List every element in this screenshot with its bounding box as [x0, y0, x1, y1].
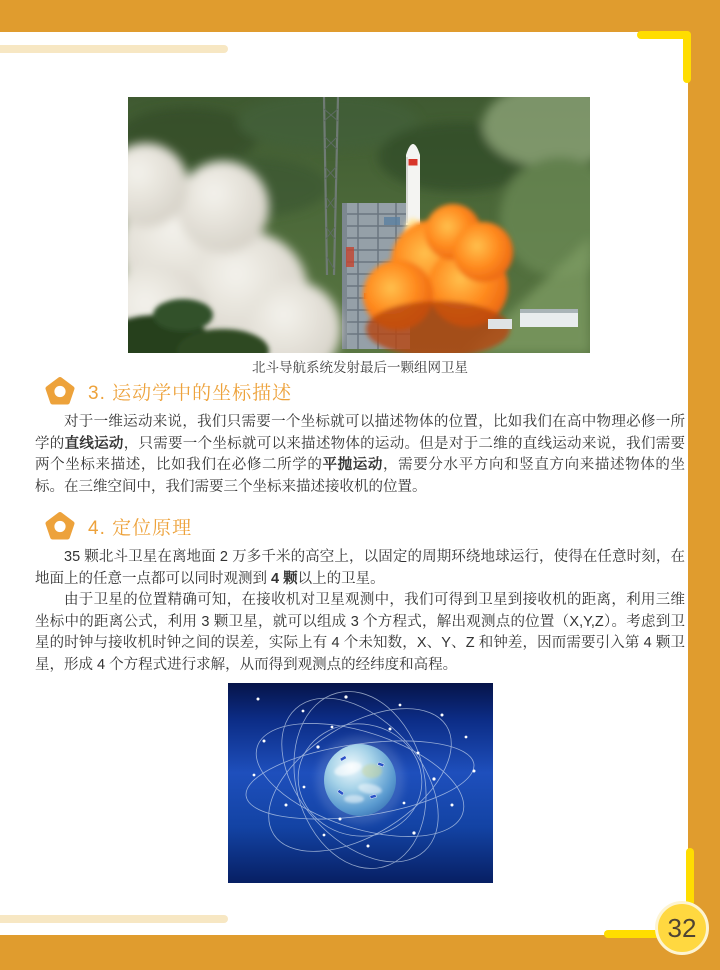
page-number-badge [655, 901, 709, 955]
rocket-launch-illustration [128, 97, 590, 353]
rocket-launch-photo [128, 97, 590, 353]
photo-caption: 北斗导航系统发射最后一颗组网卫星 [252, 360, 468, 375]
section-3-title: 3. 运动学中的坐标描述 [88, 382, 293, 404]
pentagon-icon [45, 376, 75, 406]
satellite-constellation-figure [228, 683, 493, 883]
satellite-orbits-illustration [228, 683, 493, 883]
corner-bracket-bottom-horizontal [604, 930, 662, 938]
cream-accent-top [0, 45, 228, 53]
section-3-heading [45, 376, 292, 406]
corner-bracket-bottom-vertical [686, 848, 694, 906]
section-4-paragraph-1: 35 颗北斗卫星在离地面 2 万多千米的高空上，以固定的周期环绕地球运行，使得在任意时刻，在地面上的任意一点都可以同时观测到 4 颗以上的卫星。 [35, 549, 685, 587]
right-border-band [688, 0, 720, 970]
section-3-paragraph: 对于一维运动来说，我们只需要一个坐标就可以描述物体的位置，比如我们在高中物理必修一所学的直线运动，只需要一个坐标就可以来描述物体的运动。但是对于二维的直线运动来说，我们需要两个坐标来描述，比如我们在必修二所学的平抛运动，需要分水平方向和竖直方向来描述物体的坐标。在三维空间中，我们需要三个坐标来描述接收机的位置。 [35, 414, 686, 495]
top-border-band [0, 0, 720, 32]
section-4-title: 4. 定位原理 [88, 517, 193, 539]
corner-bracket-top-vertical [683, 31, 691, 83]
page-number: 32 [667, 912, 697, 943]
section-4-paragraph-2: 由于卫星的位置精确可知，在接收机对卫星观测中，我们可得到卫星到接收机的距离，利用三维坐标中的距离公式，利用 3 颗卫星，就可以组成 3 个方程式，解出观测点的位置（X,Y,Z）。考虑到卫星的时钟与接收机时钟之间的误差，实际上有 4 个未知数，X、Y、Z 和钟差，因而需要引入第 4 颗卫星，形成 4 个方程式进行求解，从而得到观测点的经纬度和高程。 [35, 592, 685, 673]
pentagon-icon [45, 511, 75, 541]
cream-accent-bottom [0, 915, 228, 923]
bottom-border-band [0, 935, 720, 970]
section-4-heading [45, 511, 192, 541]
